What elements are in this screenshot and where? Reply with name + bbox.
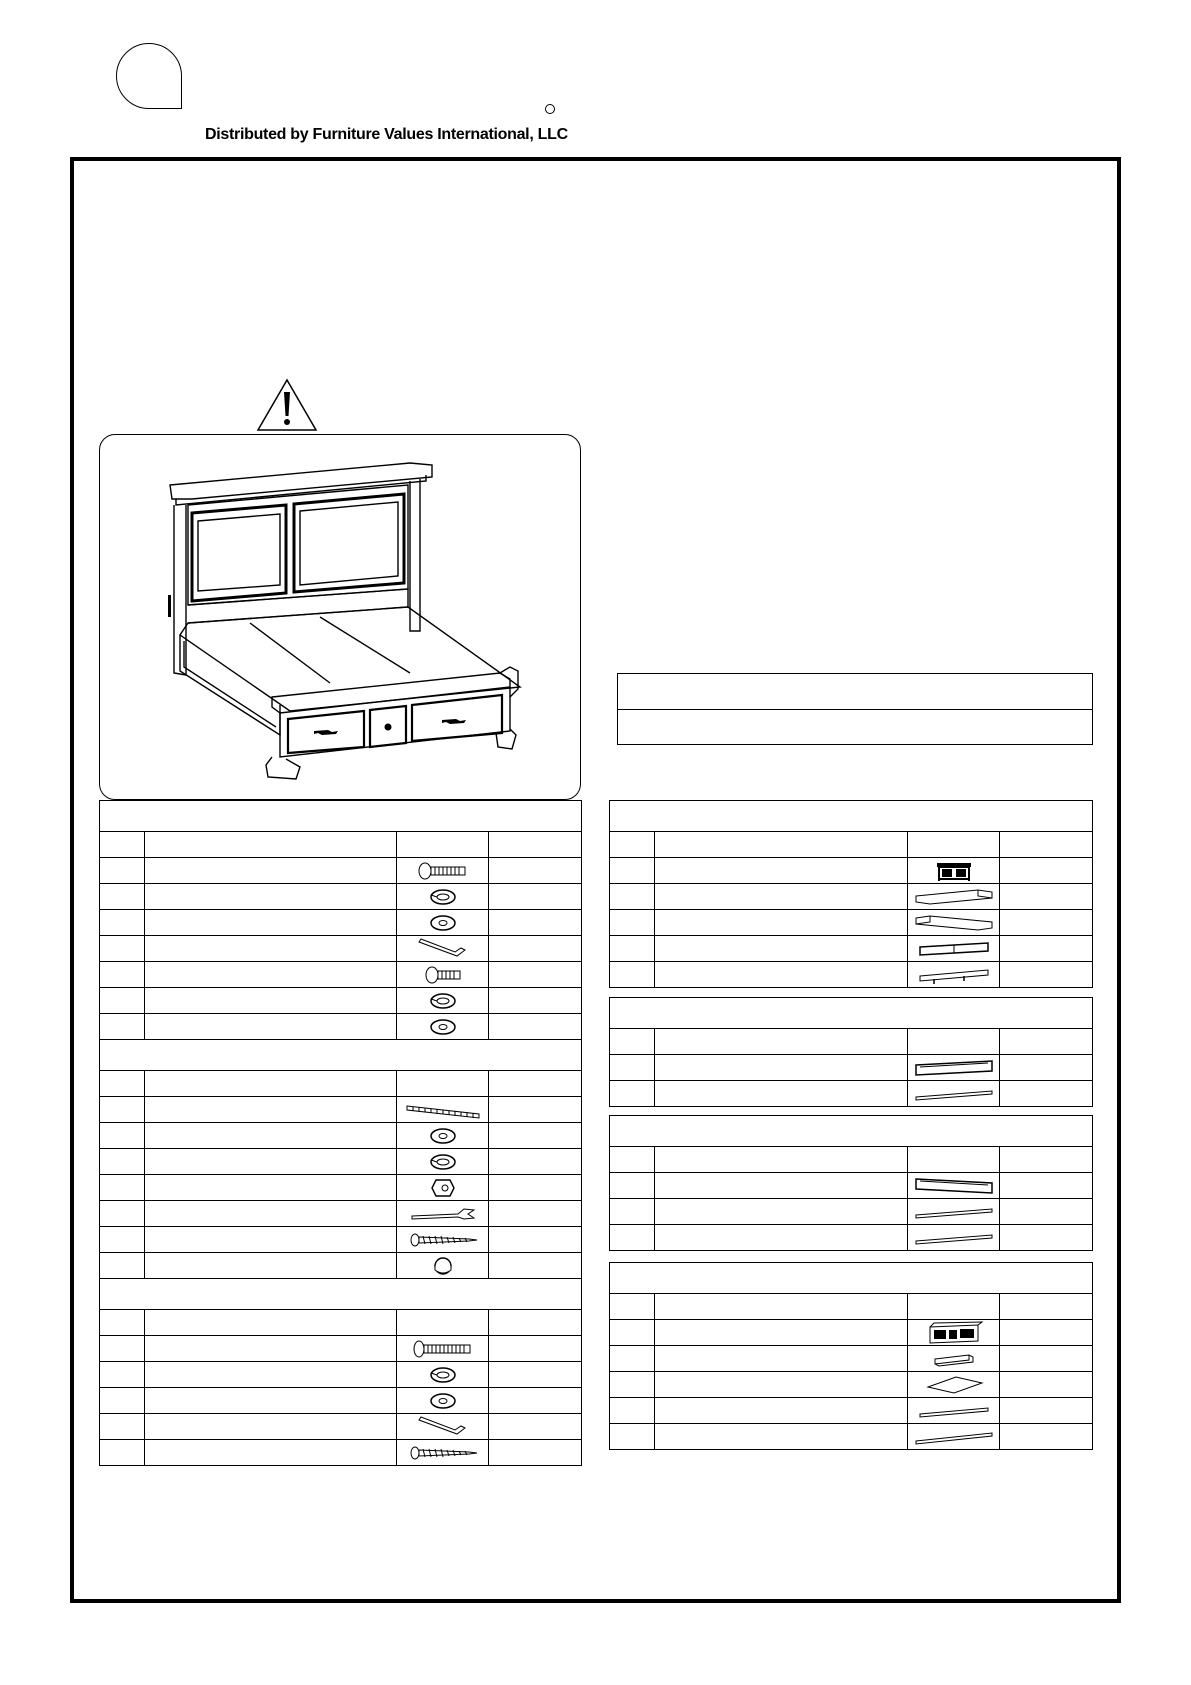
- notice-box: [617, 673, 1093, 745]
- flat-washer-icon: [423, 913, 463, 933]
- short-bolt-icon: [418, 965, 468, 985]
- table-row: [100, 1253, 582, 1279]
- center-rail-icon: [914, 938, 994, 960]
- hardware-group-1-header: [100, 801, 582, 832]
- table-row: [100, 858, 582, 884]
- table-row: [100, 988, 582, 1014]
- table-row: [100, 1149, 582, 1175]
- product-illustration-panel: [99, 434, 581, 800]
- table-header-row: [100, 1071, 582, 1097]
- table-row: [100, 1097, 582, 1123]
- flat-washer-icon: [423, 1391, 463, 1411]
- plywood-panel-icon: [922, 1373, 986, 1397]
- distributor-text: Distributed by Furniture Values International, LLC: [205, 126, 568, 143]
- table-row: [100, 1014, 582, 1040]
- flat-washer-icon: [423, 1017, 463, 1037]
- table-row: [610, 936, 1093, 962]
- table-row: [100, 910, 582, 936]
- flat-washer-icon: [423, 1126, 463, 1146]
- wood-slat-icon: [912, 1202, 996, 1222]
- split-lock-washer-icon: [423, 1152, 463, 1172]
- parts-table-footboard: [609, 1262, 1093, 1450]
- hardware-group-3-header: [100, 1279, 582, 1310]
- parts-table-rails: [609, 997, 1093, 1107]
- wood-slat-icon: [912, 1401, 996, 1421]
- table-row: [100, 936, 582, 962]
- headboard-icon: [929, 860, 979, 882]
- long-bolt-icon: [411, 1339, 475, 1359]
- table-row: [610, 962, 1093, 988]
- hex-nut-icon: [428, 1177, 458, 1199]
- long-slat-icon: [912, 1427, 996, 1447]
- cross-rail-icon: [912, 1057, 996, 1079]
- wood-slat-icon: [912, 1084, 996, 1104]
- table-row: [610, 858, 1093, 884]
- table-row: [100, 962, 582, 988]
- king-storage-bed-illustration: [100, 435, 581, 800]
- parts-group-1-header: [610, 801, 1093, 832]
- table-row: [610, 1081, 1093, 1107]
- table-row: [610, 1055, 1093, 1081]
- table-row: [100, 1175, 582, 1201]
- threaded-rod-icon: [403, 1100, 483, 1120]
- parts-table-slats: [609, 1115, 1093, 1251]
- table-row: [610, 1173, 1093, 1199]
- hardware-group-2-header: [100, 1040, 582, 1071]
- table-header-row: [100, 1310, 582, 1336]
- footboard-drawers-icon: [924, 1321, 984, 1345]
- table-header-row: [610, 1147, 1093, 1173]
- parts-table-headboard: [609, 800, 1093, 988]
- cross-rail-icon: [912, 1175, 996, 1197]
- table-row: [100, 1440, 582, 1466]
- table-header-row: [610, 1029, 1093, 1055]
- hardware-table-left: [99, 800, 582, 1466]
- split-lock-washer-icon: [423, 887, 463, 907]
- registered-mark-icon: [545, 104, 555, 114]
- table-row: [610, 1199, 1093, 1225]
- table-header-row: [100, 832, 582, 858]
- parts-group-3-header: [610, 1116, 1093, 1147]
- bolt-icon: [413, 861, 473, 881]
- parts-group-4-header: [610, 1263, 1093, 1294]
- allen-wrench-icon: [413, 938, 473, 960]
- side-rail-left-icon: [912, 886, 996, 908]
- table-row: [610, 1372, 1093, 1398]
- plastic-cap-icon: [428, 1255, 458, 1277]
- split-lock-washer-icon: [423, 991, 463, 1011]
- wood-screw-icon: [407, 1443, 479, 1463]
- table-row: [100, 1201, 582, 1227]
- table-row: [100, 1123, 582, 1149]
- wood-screw-icon: [407, 1230, 479, 1250]
- table-row: [610, 1320, 1093, 1346]
- wood-slat-icon: [912, 1228, 996, 1248]
- notice-divider: [618, 709, 1092, 710]
- side-rail-right-icon: [912, 912, 996, 934]
- brand-logo: [116, 43, 182, 109]
- table-row: [610, 1398, 1093, 1424]
- table-row: [610, 1424, 1093, 1450]
- table-row: [100, 1336, 582, 1362]
- drawer-support-block-icon: [929, 1349, 979, 1369]
- table-header-row: [610, 1294, 1093, 1320]
- table-row: [610, 884, 1093, 910]
- table-row: [100, 1388, 582, 1414]
- table-row: [100, 884, 582, 910]
- table-row: [610, 910, 1093, 936]
- table-row: [610, 1225, 1093, 1251]
- table-row: [100, 1227, 582, 1253]
- support-leg-rail-icon: [914, 964, 994, 986]
- open-end-wrench-icon: [408, 1204, 478, 1224]
- table-row: [610, 1346, 1093, 1372]
- table-row: [100, 1362, 582, 1388]
- table-row: [100, 1414, 582, 1440]
- warning-triangle-icon: [256, 378, 318, 432]
- table-header-row: [610, 832, 1093, 858]
- allen-wrench-icon: [413, 1416, 473, 1438]
- parts-group-2-header: [610, 998, 1093, 1029]
- split-lock-washer-icon: [423, 1365, 463, 1385]
